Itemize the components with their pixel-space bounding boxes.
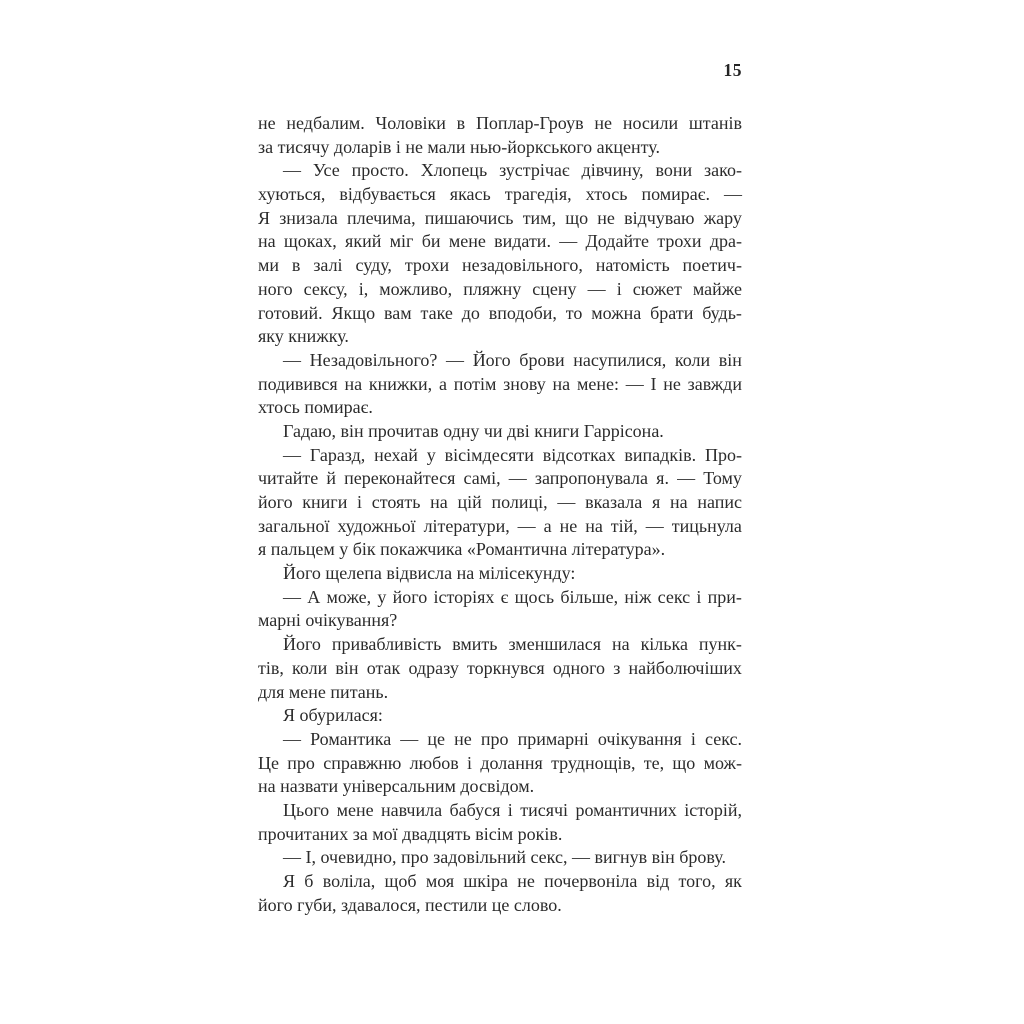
text-line: — Усе просто. Хлопець зустрічає дівчину, вони зако- [283,160,742,181]
text-line: подивився на книжки, а потім знову на мене: — І не завжди [258,373,742,394]
text-line: не недбалим. Чоловіки в Поплар-Гроув не носили штанів [258,113,742,133]
text-line: хуються, відбувається якась трагедія, хтось помирає. — [258,184,742,205]
text-line: я пальцем у бік покажчика «Романтична література». [258,539,666,560]
text-line: Я знизала плечима, пишаючись тим, що не відчуваю жару [258,207,742,228]
text-line: яку книжку. [258,326,349,347]
text-line: на щоках, який міг би мене видати. — Додайте трохи дра- [258,231,742,252]
text-line: марні очікування? [258,610,398,631]
text-line: — А може, у його історіях є щось більше, ніж секс і при- [283,586,742,607]
text-line: загальної художньої літератури, — а не на тій, — тицьнула [258,515,742,536]
text-line: його губи, здавалося, пестили це слово. [258,894,562,915]
text-line: тів, коли він отак одразу торкнувся одного з найболючіших [258,657,742,678]
text-line: Гадаю, він прочитав одну чи дві книги Гаррісона. [283,420,664,441]
text-line: Його привабливість вмить зменшилася на кілька пунк- [283,634,742,655]
text-line: ного сексу, і, можливо, пляжну сцену — і сюжет майже [258,278,742,299]
text-line: прочитаних за мої двадцять вісім років. [258,823,563,844]
page-number: 15 [723,60,742,80]
text-line: за тисячу доларів і не мали нью-йоркського акценту. [258,136,660,157]
text-line: — Романтика — це не про примарні очікування і секс. [283,728,742,749]
text-line: Я б воліла, щоб моя шкіра не почервоніла від того, як [283,871,742,891]
text-line: Його щелепа відвисла на мілісекунду: [283,563,576,584]
body-text [258,112,742,917]
text-line: — Гаразд, нехай у вісімдесяти відсотках випадків. Про- [283,444,742,465]
text-line: готовий. Якщо вам таке до вподоби, то можна брати будь- [258,302,742,323]
text-line: його книги і стоять на цій полиці, — вказала я на напис [258,492,742,512]
text-line: хтось помирає. [258,397,373,418]
text-line: — І, очевидно, про задовільний секс, — вигнув він брову. [283,847,726,868]
text-line: Я обурилася: [283,705,383,726]
text-line: читайте й переконайтеся самі, — запропонувала я. — Тому [258,468,742,489]
text-line: для мене питань. [258,681,389,702]
text-line: Цього мене навчила бабуся і тисячі романтичних історій, [283,799,742,820]
text-line: на назвати універсальним досвідом. [258,776,535,797]
text-line: Це про справжню любов і долання труднощів, те, що мож- [258,752,742,773]
text-line: — Незадовільного? — Його брови насупилися, коли він [283,349,742,370]
text-line: ми в залі суду, трохи незадовільного, натомість поетич- [258,255,742,276]
